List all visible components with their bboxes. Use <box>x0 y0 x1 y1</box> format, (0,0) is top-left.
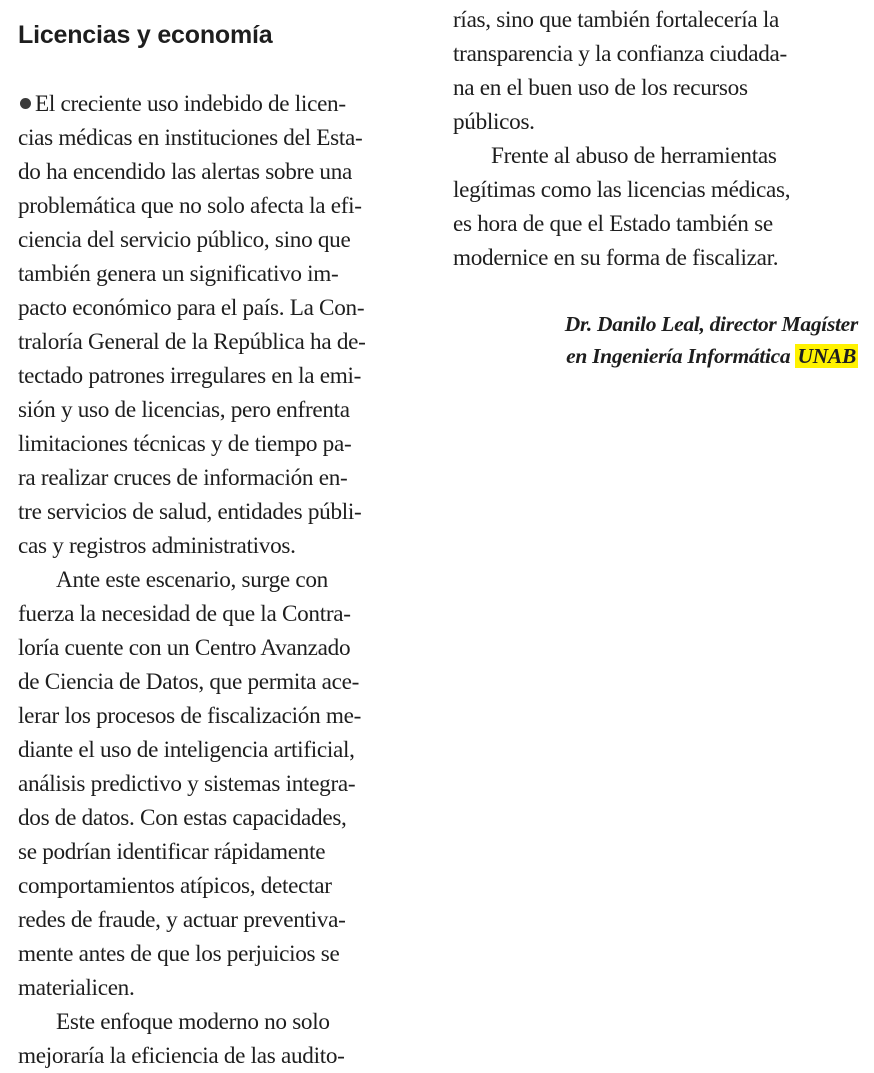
text-line: dos de datos. Con estas capacidades, <box>18 805 347 831</box>
highlighted-institution: UNAB <box>797 344 856 368</box>
text-line: mente antes de que los perjuicios se <box>18 941 340 967</box>
text-line: do ha encendido las alertas sobre una <box>18 159 353 185</box>
text-line: diante el uso de inteligencia artificial, <box>18 737 355 763</box>
author-signature <box>565 308 858 372</box>
text-line: comportamientos atípicos, detectar <box>18 873 332 899</box>
text-line: transparencia y la confianza ciudada- <box>453 41 787 67</box>
text-line: pacto económico para el país. La Con- <box>18 295 365 321</box>
text-line: cas y registros administrativos. <box>18 533 296 559</box>
left-column-body <box>18 87 418 1073</box>
text-line: Frente al abuso de herramientas <box>491 143 777 169</box>
text-line: tre servicios de salud, entidades públi- <box>18 499 362 525</box>
text-line: problemática que no solo afecta la efi- <box>18 193 362 219</box>
text-line: análisis predictivo y sistemas integra- <box>18 771 356 797</box>
text-line: se podrían identificar rápidamente <box>18 839 326 865</box>
text-line: legítimas como las licencias médicas, <box>453 177 791 203</box>
text-line: limitaciones técnicas y de tiempo pa- <box>18 431 352 457</box>
text-line: traloría General de la República ha de- <box>18 329 366 355</box>
signature-line-2 <box>565 340 858 372</box>
article-title: Licencias y economía <box>18 21 273 49</box>
text-line: lerar los procesos de fiscalización me- <box>18 703 362 729</box>
text-line: ra realizar cruces de información en- <box>18 465 348 491</box>
text-line: públicos. <box>453 109 535 135</box>
text-line: sión y uso de licencias, pero enfrenta <box>18 397 350 423</box>
signature-line-2-prefix: en Ingeniería Informática <box>566 344 796 368</box>
text-line: ciencia del servicio público, sino que <box>18 227 351 253</box>
signature-line-1: Dr. Danilo Leal, director Magíster <box>564 312 858 336</box>
text-line: también genera un significativo im- <box>18 261 339 287</box>
text-line: loría cuente con un Centro Avanzado <box>18 635 351 661</box>
text-line: es hora de que el Estado también se <box>453 211 773 237</box>
text-line: na en el buen uso de los recursos <box>453 75 748 101</box>
right-column-body <box>453 3 858 275</box>
bullet-icon <box>20 98 31 109</box>
text-line: materialicen. <box>18 975 135 1001</box>
text-line: tectado patrones irregulares en la emi- <box>18 363 362 389</box>
text-line: Ante este escenario, surge con <box>56 567 328 593</box>
text-line: de Ciencia de Datos, que permita ace- <box>18 669 360 695</box>
text-line: mejoraría la eficiencia de las audito- <box>18 1043 345 1069</box>
text-line: cias médicas en instituciones del Esta- <box>18 125 363 151</box>
text-line: redes de fraude, y actuar preventiva- <box>18 907 346 933</box>
text-line: rías, sino que también fortalecería la <box>453 7 779 33</box>
text-line: fuerza la necesidad de que la Contra- <box>18 601 351 627</box>
text-line: modernice en su forma de fiscalizar. <box>453 245 779 271</box>
text-line: Este enfoque moderno no solo <box>56 1009 330 1035</box>
text-line: El creciente uso indebido de licen- <box>18 87 418 121</box>
